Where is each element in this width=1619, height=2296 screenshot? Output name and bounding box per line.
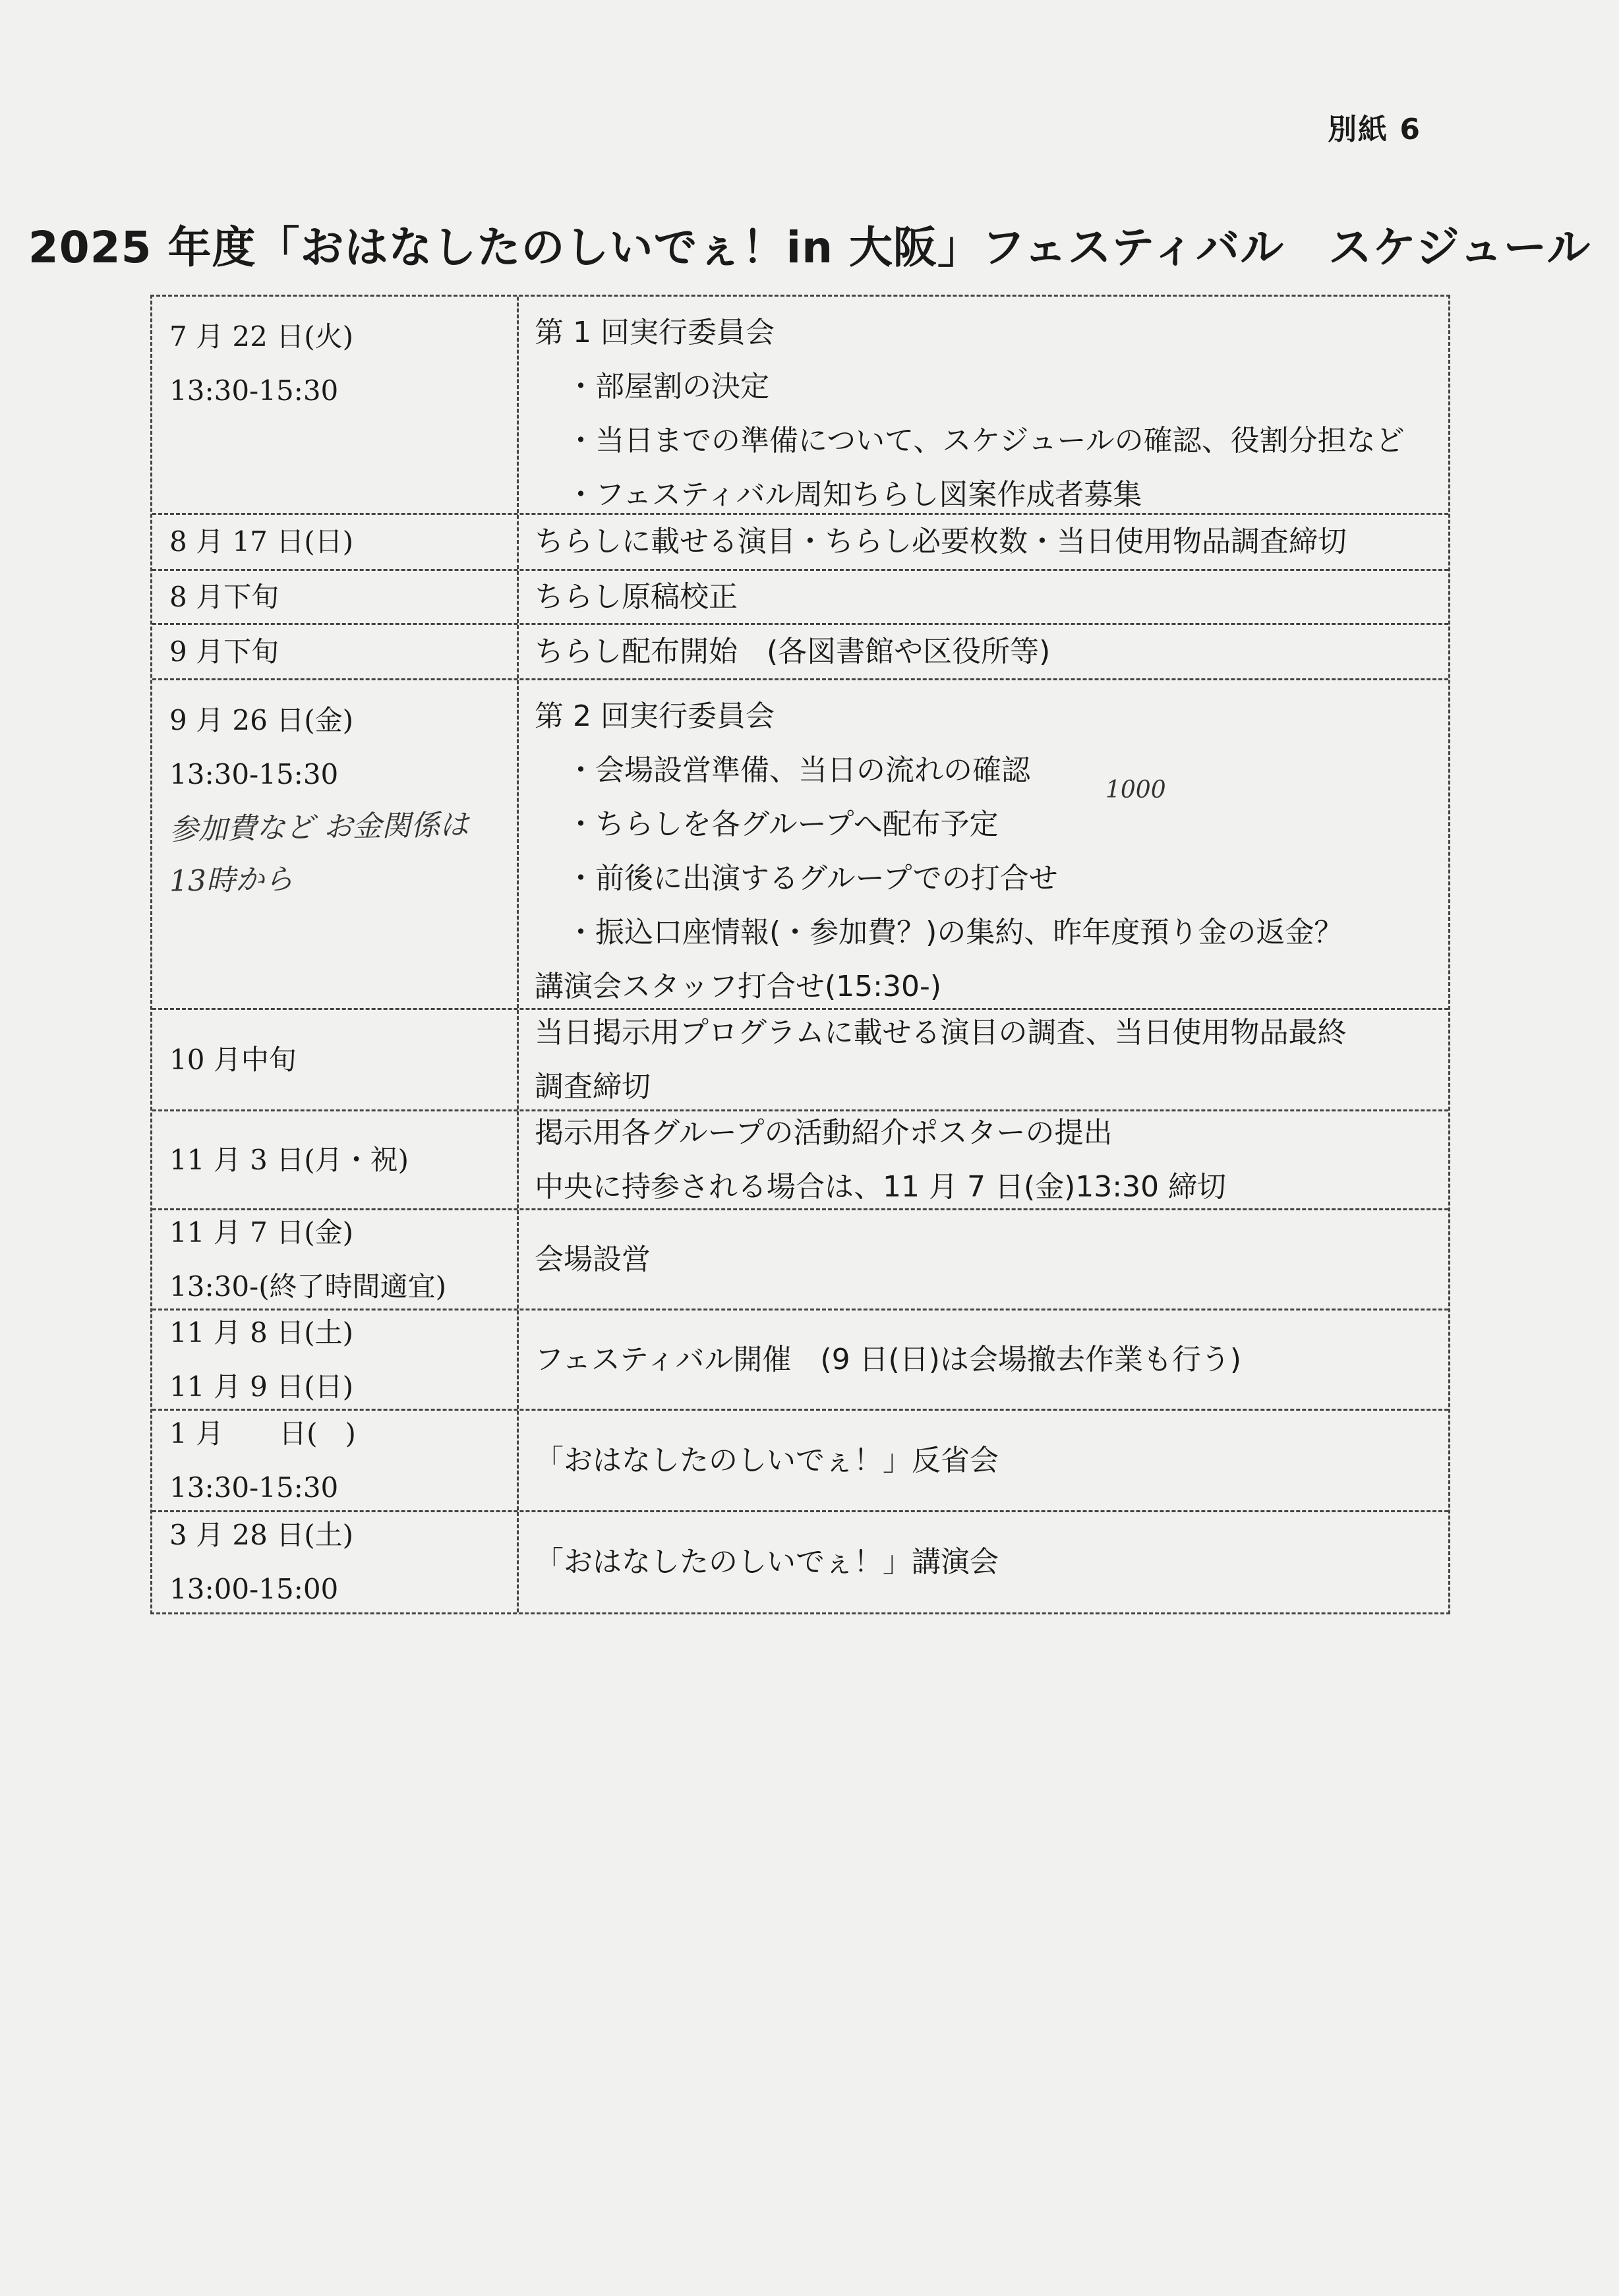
task-cell [519,1411,1448,1510]
task-cell [519,1512,1448,1612]
handwritten-note: 13時から [169,862,294,898]
bullet-item: ・会場設営準備、当日の流れの確認 [566,753,1030,787]
time-line: 13:30-15:30 [169,758,339,790]
task-line: ちらし配布開始 (各図書館や区役所等) [535,634,1051,668]
task-cell [519,515,1448,569]
date-line: 8 月下旬 [169,580,280,613]
table-row [152,1111,1448,1210]
time-line: 13:30-15:30 [169,374,339,407]
date-cell [152,1310,519,1409]
bullet-item: ・部屋割の決定 [566,370,769,403]
bullet-item: ・振込口座情報(・参加費？)の集約、昨年度預り金の返金？ [566,916,1343,949]
date-line: 9 月 26 日(金) [169,704,353,736]
task-line: 「おはなしたのしいでぇ！」反省会 [535,1443,999,1477]
table-row [152,1310,1448,1411]
task-cell [519,1210,1448,1309]
task-line: 当日掲示用プログラムに載せる演目の調査、当日使用物品最終 [535,1015,1347,1049]
table-row [152,625,1448,680]
date-cell [152,680,519,1008]
date-cell [152,571,519,623]
task-cell [519,680,1448,1008]
date-line: 11 月 9 日(日) [169,1370,353,1403]
schedule-table [150,295,1450,1614]
task-line: 会場設営 [535,1242,651,1276]
bullet-item: ・ちらしを各グループへ配布予定 [566,808,999,841]
table-row [152,297,1448,515]
table-row [152,1512,1448,1612]
task-cell [519,625,1448,678]
date-line: 8 月 17 日(日) [169,525,353,558]
page-title: 2025 年度「おはなしたのしいでぇ！in 大阪」フェスティバル スケジュール [28,222,1591,273]
task-line: 調査締切 [535,1069,651,1104]
task-line: 講演会スタッフ打合せ(15:30-) [535,970,942,1003]
date-line: 11 月 8 日(土) [169,1316,353,1349]
table-row [152,680,1448,1010]
task-cell [519,297,1448,513]
date-line: 11 月 7 日(金) [169,1216,353,1249]
date-line: 11 月 3 日(月・祝) [169,1143,409,1176]
time-line: 13:30-(終了時間適宜) [169,1270,447,1303]
date-line: 1 月 日( ) [169,1417,356,1450]
bullet-item: ・当日までの準備について、スケジュールの確認、役割分担など [566,424,1405,457]
bullet-item: ・前後に出演するグループでの打合せ [566,862,1058,895]
table-row [152,1210,1448,1310]
date-line: 9 月下旬 [169,635,280,668]
table-row [152,571,1448,625]
time-line: 13:30-15:30 [169,1471,339,1504]
time-line: 13:00-15:00 [169,1573,339,1605]
task-cell [519,1111,1448,1208]
task-cell [519,1310,1448,1409]
task-line: 第 2 回実行委員会 [535,699,775,733]
date-cell [152,625,519,678]
task-line: フェスティバル開催 (9 日(日)は会場撤去作業も行う) [535,1342,1242,1376]
date-cell [152,515,519,569]
table-row [152,515,1448,571]
date-cell [152,1512,519,1612]
date-cell [152,1111,519,1208]
task-line: 「おはなしたのしいでぇ！」講演会 [535,1545,999,1579]
attachment-label: 別紙 6 [1328,113,1421,146]
task-line: 掲示用各グループの活動紹介ポスターの提出 [535,1115,1113,1150]
task-line: ちらし原稿校正 [535,579,738,614]
date-line: 10 月中旬 [169,1043,297,1076]
task-cell [519,571,1448,623]
table-row [152,1010,1448,1111]
task-line: 中央に持参される場合は、11 月 7 日(金)13:30 締切 [535,1169,1227,1204]
task-cell [519,1010,1448,1109]
date-cell [152,1411,519,1510]
bullet-item: ・フェスティバル周知ちらし図案作成者募集 [566,478,1142,512]
handwritten-annotation: 1000 [1105,777,1166,804]
date-line: 7 月 22 日(火) [169,320,353,353]
date-cell [152,1210,519,1309]
table-row [152,1411,1448,1512]
date-cell [152,297,519,513]
task-line: ちらしに載せる演目・ちらし必要枚数・当日使用物品調査締切 [535,525,1347,558]
handwritten-note: 参加費など お金関係は [169,808,469,847]
date-cell [152,1010,519,1109]
date-line: 3 月 28 日(土) [169,1519,353,1551]
task-line: 第 1 回実行委員会 [535,316,775,349]
